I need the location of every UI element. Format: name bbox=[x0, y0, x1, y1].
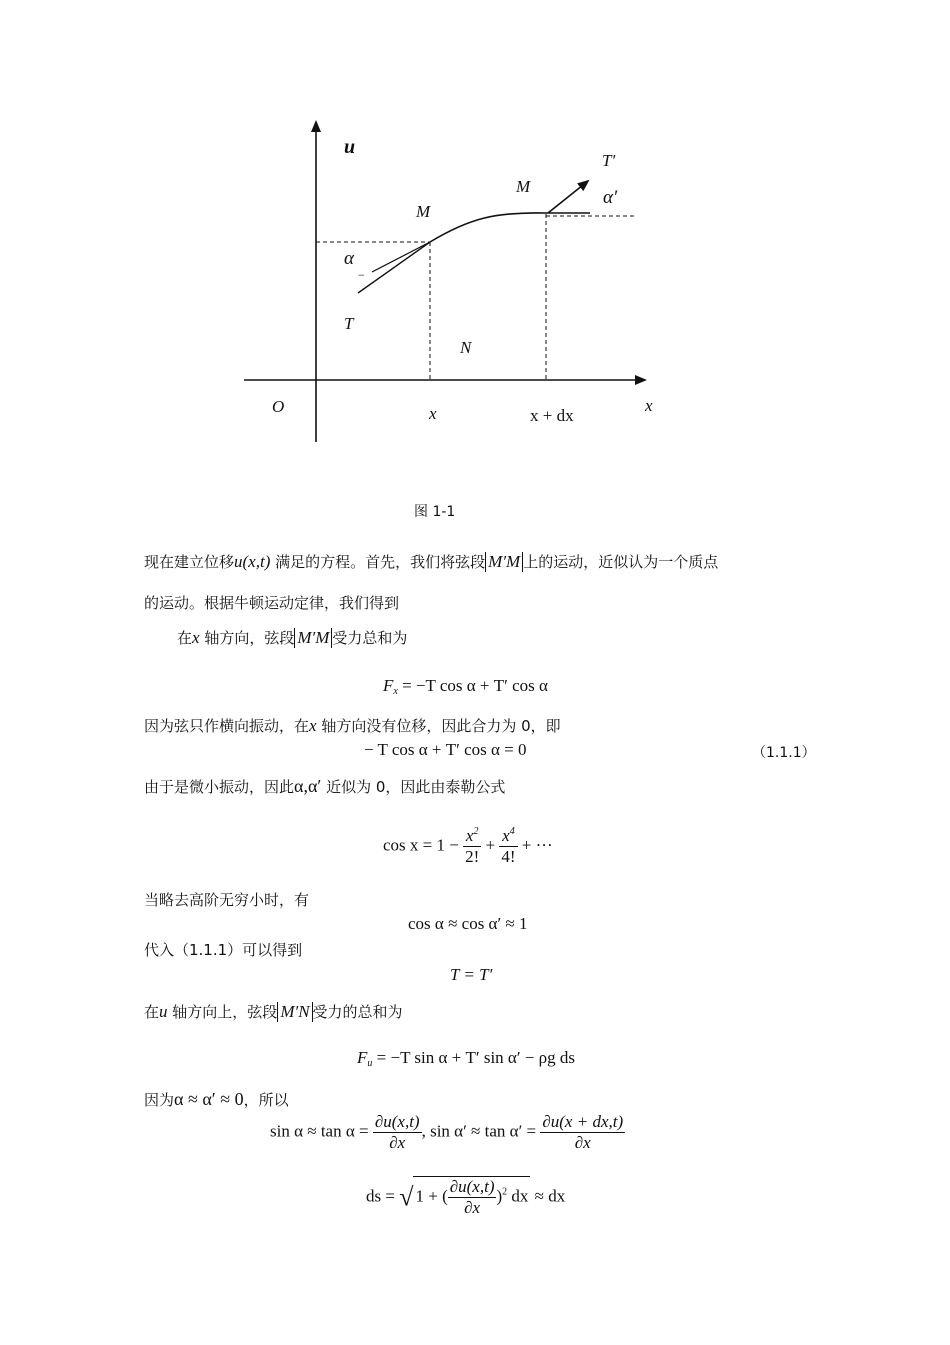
equation-fu: $F_u = -T$ sin α + T′ sin α′ − ρg ds bbox=[357, 1048, 575, 1069]
string-figure bbox=[0, 0, 950, 480]
paragraph-3: 在x 轴方向，弦段 M′M 受力总和为 bbox=[177, 628, 408, 647]
equation-number: （1.1.1） bbox=[752, 745, 816, 761]
equation-taylor: cos x = 1 − $\frac{x^2}{2!}$ + $\frac{x^4}{4!}$ + ··· bbox=[383, 826, 553, 866]
equation-ds: ds = √ 1 + ( $\frac{\partial u(x,t)}{\partial x}$ )$^2$ dx ≈ dx bbox=[366, 1177, 566, 1217]
equation-1-1-1: − T cos α + T′ cos α = 0 bbox=[364, 740, 527, 759]
equation-t-equal: T = T′ bbox=[450, 965, 493, 984]
u-axis-label: u bbox=[344, 136, 356, 158]
x-tick-label: x bbox=[429, 404, 437, 423]
paragraph-4: 因为弦只作横向振动，在x 轴方向没有位移，因此合力为 0，即 bbox=[144, 716, 561, 735]
equation-sin-approx: sin α ≈ tan α = $\frac{\partial u(x,t)}{\partial x}$ , sin α′ ≈ tan α′ = $\frac{\partial u(x + dx,t)}{\partial x}$ bbox=[270, 1112, 624, 1152]
tension-T-prime-label: T′ bbox=[602, 151, 616, 170]
paragraph-9: 因为α ≈ α′ ≈ 0，所以 bbox=[144, 1089, 289, 1109]
point-M-left-label: M bbox=[416, 202, 431, 221]
string-curve bbox=[430, 213, 590, 242]
figure-caption: 图 1-1 bbox=[414, 504, 456, 520]
alpha-label: α bbox=[344, 248, 354, 269]
point-M-right-label: M bbox=[516, 177, 531, 196]
tension-right bbox=[548, 181, 588, 213]
paragraph-1: 现在建立位移u(x,t) 满足的方程。首先，我们将弦段 M′M 上的运动，近似认为一个质点 bbox=[144, 552, 719, 571]
paragraph-7: 代入（1.1.1）可以得到 bbox=[144, 941, 303, 959]
point-N-label: N bbox=[460, 338, 472, 357]
paragraph-5: 由于是微小振动，因此α,α′ 近似为 0，因此由泰勒公式 bbox=[144, 776, 506, 796]
segment-MpM: M′M bbox=[485, 552, 523, 572]
x-dx-tick-label: x + dx bbox=[530, 406, 574, 425]
alpha-prime-label: α′ bbox=[603, 187, 618, 208]
equation-fx: $F_x = -T$ cos α + T′ cos α bbox=[383, 676, 548, 697]
origin-label: O bbox=[272, 397, 285, 416]
tangent-left bbox=[372, 242, 430, 272]
tension-left bbox=[358, 242, 430, 293]
tension-T-label: T bbox=[344, 314, 354, 333]
paragraph-8: 在u 轴方向上，弦段 M′N 受力的总和为 bbox=[144, 1002, 403, 1021]
equation-cos-approx: cos α ≈ cos α′ ≈ 1 bbox=[408, 914, 528, 933]
x-axis-label: x bbox=[645, 396, 653, 415]
dash-mark: − bbox=[358, 268, 365, 282]
paragraph-6: 当略去高阶无穷小时，有 bbox=[144, 891, 310, 909]
paragraph-2: 的运动。根据牛顿运动定律，我们得到 bbox=[144, 594, 400, 612]
